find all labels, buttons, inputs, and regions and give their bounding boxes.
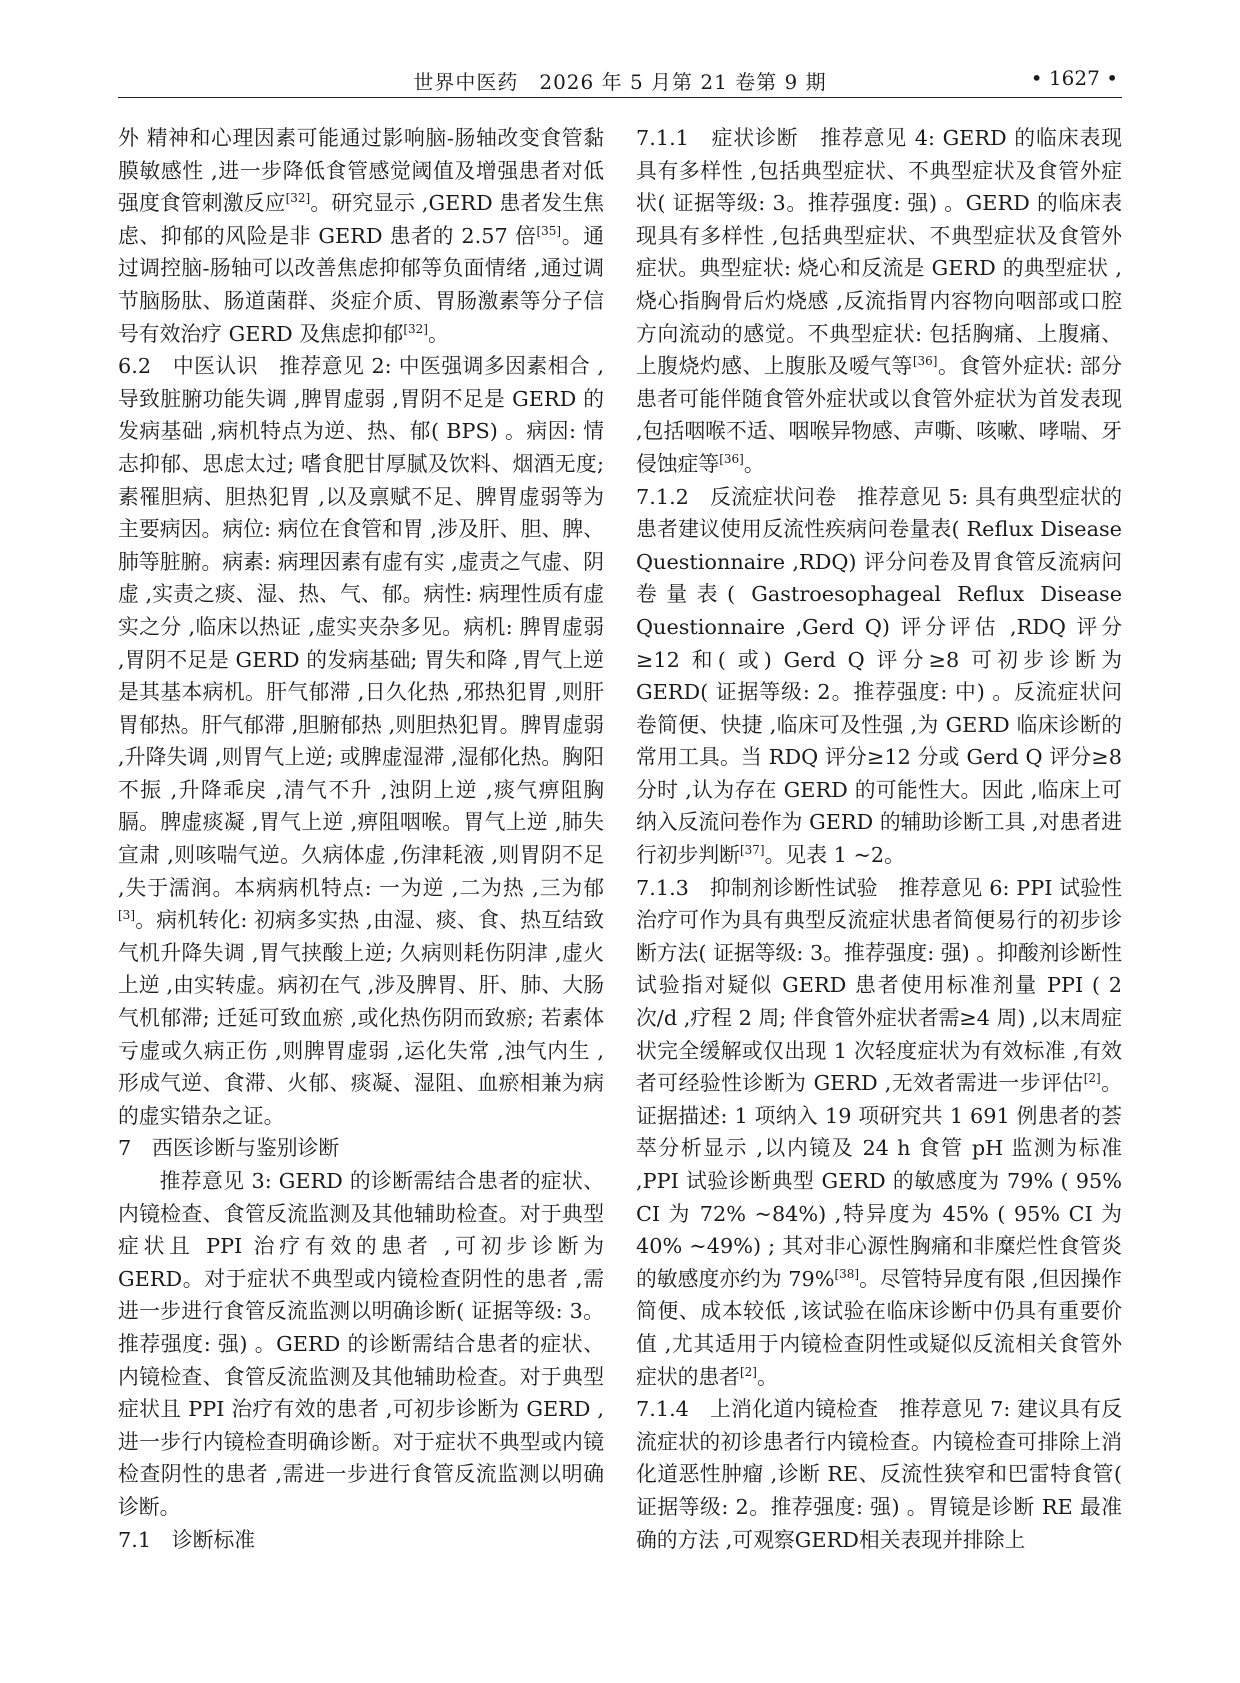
- journal-title: 世界中医药 2026 年 5 月第 21 卷第 9 期: [413, 70, 827, 94]
- left-column: [118, 122, 604, 1556]
- paragraph: 外 精神和心理因素可能通过影响脑-肠轴改变食管黏膜敏感性 ,进一步降低食管感觉阈值及增强患者对低强度食管刺激反应[32]。研究显示 ,GERD 患者发生焦虑、抑郁的风险是非 GERD 患者的 2.57 倍[35]。通过调控脑-肠轴可以改善焦虑抑郁等负面情绪 ,通过调节脑肠肽、肠道菌群、炎症介质、胃肠激素等分子信号有效治疗 GERD 及焦虑抑郁[32]。: [118, 126, 605, 346]
- section-heading-7: 7 西医诊断与鉴别诊断: [118, 1136, 340, 1161]
- header-rule: [118, 97, 1122, 98]
- section-7-1-4: 7.1.4 上消化道内镜检查 推荐意见 7: 建议具有反流症状的初诊患者行内镜检查。内镜检查可排除上消化道恶性肿瘤 ,诊断 RE、反流性狭窄和巴雷特食管( 证据等级: 2。推荐强度: 强) 。胃镜是诊断 RE 最准确的方法 ,可观察GERD相关表现并排除上: [636, 1397, 1122, 1552]
- section-heading-7-1: 7.1 诊断标准: [118, 1527, 256, 1552]
- section-7-1-3: 7.1.3 抑制剂诊断性试验 推荐意见 6: PPI 试验性治疗可作为具有典型反流症状患者简便易行的初步诊断方法( 证据等级: 3。推荐强度: 强) 。抑酸剂诊断性试验指对疑似 GERD 患者使用标准剂量 PPI ( 2 次/d ,疗程 2 周; 伴食管外症状者需≥4 周) ,以末周症状完全缓解或仅出现 1 次轻度症状为有效标准 ,有效者可经验性诊断为 GERD ,无效者需进一步评估[2]。证据描述: 1 项纳入 19 项研究共 1 691 例患者的荟萃分析显示 ,以内镜及 24 h 食管 pH 监测为标准 ,PPI 试验诊断典型 GERD 的敏感度为 79% ( 95% CI 为 72% ~84%) ,特异度为 45% ( 95% CI 为 40% ~49%) ; 其对非心源性胸痛和非糜烂性食管炎的敏感度亦约为 79%[38]。尽管特异度有限 ,但因操作简便、成本较低 ,该试验在临床诊断中仍具有重要价值 ,尤其适用于内镜检查阴性或疑似反流相关食管外症状的患者[2]。: [636, 875, 1122, 1389]
- section-7-1-1: 7.1.1 症状诊断 推荐意见 4: GERD 的临床表现具有多样性 ,包括典型症状、不典型症状及食管外症状( 证据等级: 3。推荐强度: 强) 。GERD 的临床表现具有多样性 ,包括典型症状、不典型症状及食管外症状。典型症状: 烧心和反流是 GERD 的典型症状 ,烧心指胸骨后灼烧感 ,反流指胃内容物向咽部或口腔方向流动的感觉。不典型症状: 包括胸痛、上腹痛、上腹烧灼感、上腹胀及嗳气等[36]。食管外症状: 部分患者可能伴随食管外症状或以食管外症状为首发表现 ,包括咽喉不适、咽喉异物感、声嘶、咳嗽、哮喘、牙侵蚀症等[36]。: [636, 126, 1122, 476]
- page-number: • 1627 •: [1030, 66, 1118, 90]
- section-6-2: 6.2 中医认识 推荐意见 2: 中医强调多因素相合 ,导致脏腑功能失调 ,脾胃虚弱 ,胃阴不足是 GERD 的发病基础 ,病机特点为逆、热、郁( BPS) 。病因: 情志抑郁、思虑太过; 嗜食肥甘厚腻及饮料、烟酒无度; 素罹胆病、胆热犯胃 ,以及禀赋不足、脾胃虚弱等为主要病因。病位: 病位在食管和胃 ,涉及肝、胆、脾、肺等脏腑。病素: 病理因素有虚有实 ,虚责之气虚、阴虚 ,实责之痰、湿、热、气、郁。病性: 病理性质有虚实之分 ,临床以热证 ,虚实夹杂多见。病机: 脾胃虚弱 ,胃阴不足是 GERD 的发病基础; 胃失和降 ,胃气上逆是其基本病机。肝气郁滞 ,日久化热 ,邪热犯胃 ,则肝胃郁热。肝气郁滞 ,胆腑郁热 ,则胆热犯胃。脾胃虚弱 ,升降失调 ,则胃气上逆; 或脾虚湿滞 ,湿郁化热。胸阳不振 ,升降乖戾 ,清气不升 ,浊阴上逆 ,痰气痹阻胸膈。脾虚痰凝 ,胃气上逆 ,痹阻咽喉。胃气上逆 ,肺失宣肃 ,则咳喘气逆。久病体虚 ,伤津耗液 ,则胃阴不足 ,失于濡润。本病病机特点: 一为逆 ,二为热 ,三为郁[3]。病机转化: 初病多实热 ,由湿、痰、食、热互结致气机升降失调 ,胃气挟酸上逆; 久病则耗伤阴津 ,虚火上逆 ,由实转虚。病初在气 ,涉及脾胃、肝、肺、大肠气机郁滞; 迁延可致血瘀 ,或化热伤阴而致瘀; 若素体亏虚或久病正伤 ,则脾胃虚弱 ,运化失常 ,浊气内生 ,形成气逆、食滞、火郁、痰凝、湿阻、血瘀相兼为病的虚实错杂之证。: [118, 354, 604, 1128]
- running-header: [118, 66, 1122, 106]
- right-column: [636, 122, 1122, 1556]
- recommendation-3: 推荐意见 3: GERD 的诊断需结合患者的症状、内镜检查、食管反流监测及其他辅助检查。对于典型症状且 PPI 治疗有效的患者 ,可初步诊断为 GERD。对于症状不典型或内镜检查阴性的患者 ,需进一步进行食管反流监测以明确诊断( 证据等级: 3。推荐强度: 强) 。GERD 的诊断需结合患者的症状、内镜检查、食管反流监测及其他辅助检查。对于典型症状且 PPI 治疗有效的患者 ,可初步诊断为 GERD ,进一步行内镜检查明确诊断。对于症状不典型或内镜检查阴性的患者 ,需进一步进行食管反流监测以明确诊断。: [118, 1169, 604, 1519]
- section-7-1-2: 7.1.2 反流症状问卷 推荐意见 5: 具有典型症状的患者建议使用反流性疾病问卷量表( Reflux Disease Questionnaire ,RDQ) 评分问卷及胃食管反流病问卷量表( Gastroesophageal Reflux Disease Questionnaire ,Gerd Q) 评分评估 ,RDQ 评分≥12 和( 或) Gerd Q 评分≥8 可初步诊断为 GERD( 证据等级: 2。推荐强度: 中) 。反流症状问卷简便、快捷 ,临床可及性强 ,为 GERD 临床诊断的常用工具。当 RDQ 评分≥12 分或 Gerd Q 评分≥8 分时 ,认为存在 GERD 的可能性大。因此 ,临床上可纳入反流问卷作为 GERD 的辅助诊断工具 ,对患者进行初步判断[37]。见表 1 ~2。: [636, 484, 1122, 868]
